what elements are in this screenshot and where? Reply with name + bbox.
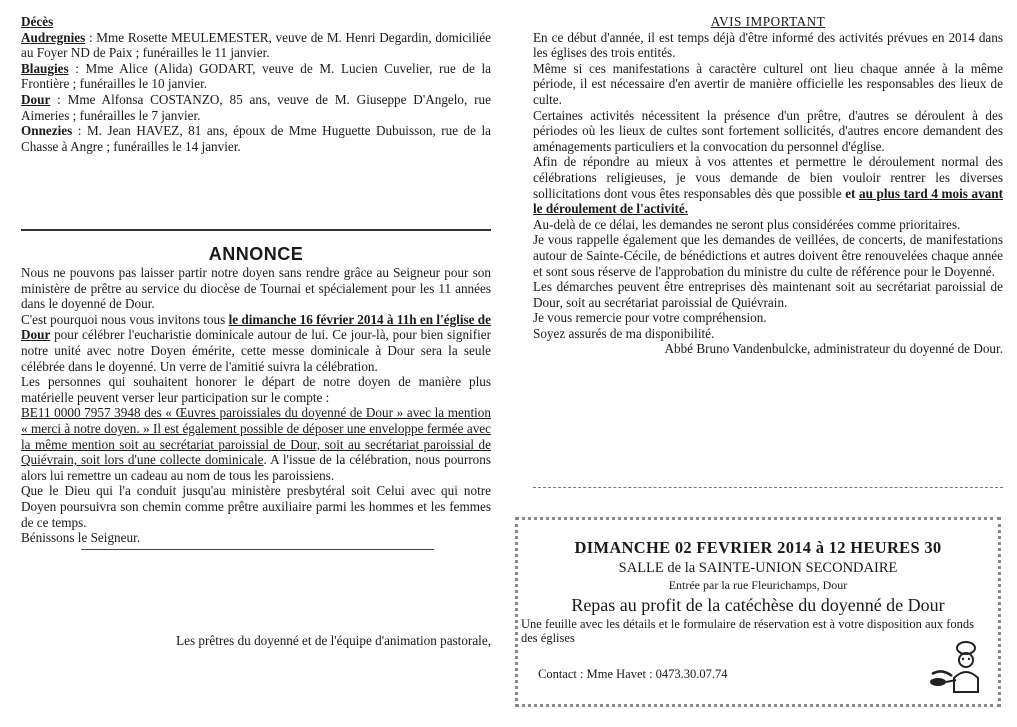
event-date: DIMANCHE 02 FEVRIER 2014 à 12 HEURES 30: [574, 538, 942, 557]
avis-section: [533, 14, 1003, 357]
avis-title: AVIS IMPORTANT: [710, 14, 826, 29]
annonce-paragraph: [21, 405, 491, 483]
annonce-signature: Les prêtres du doyenné et de l'équipe d'animation pastorale,: [176, 633, 491, 648]
deces-place: Onnezies: [21, 123, 73, 139]
avis-paragraph: Je vous remercie pour votre compréhension.: [533, 310, 767, 326]
chef-icon: [928, 638, 988, 696]
event-box: [515, 517, 1001, 707]
deces-text: : M. Jean HAVEZ, 81 ans, époux de Mme Huguette Dubuisson, rue de la Chasse à Angre ; funérailles le 14 janvier.: [21, 123, 491, 154]
deces-text: : Mme Rosette MEULEMESTER, veuve de M. Henri Degardin, domiciliée au Foyer ND de Paix ; funérailles le 11 janvier.: [21, 29, 491, 61]
deces-place: Dour: [21, 91, 51, 107]
annonce-text: pour célébrer l'eucharistie dominicale autour de lui. Ce jour-là, pour bien signifier notre unité avec notre Doyen émérite, cette messe dominicale à Dour sera la seule célébrée dans le doyenné. Un verre de l'amitié suivra la célébration.: [21, 327, 491, 374]
deces-place: Audregnies: [21, 29, 86, 45]
dashed-divider: [533, 487, 1003, 488]
avis-paragraph: Je vous rappelle également que les demandes de veillées, de concerts, de manifestations autour de Sainte-Cécile, de bénédictions et autres doivent être renouvelées chaque année et sont sous réserve de l'approbation du ministre du culte de référence pour le Doyenné.: [533, 232, 1003, 279]
annonce-title: ANNONCE: [208, 244, 304, 264]
event-contact: Contact : Mme Havet : 0473.30.07.74: [538, 667, 728, 681]
avis-paragraph: [533, 154, 1003, 216]
avis-paragraph: Soyez assurés de ma disponibilité.: [533, 325, 715, 341]
deces-section: [21, 14, 491, 154]
avis-text-bold: et: [845, 185, 860, 201]
avis-paragraph: En ce début d'année, il est temps déjà d'être informé des activités prévues en 2014 dans les églises des trois entités.: [533, 29, 1003, 61]
deces-entry: [21, 30, 491, 61]
deces-entry: [21, 123, 491, 154]
annonce-date: le dimanche 16 février 2014 à 11h en l'église de Dour: [21, 311, 491, 343]
event-entrance: Entrée par la rue Fleurichamps, Dour: [668, 578, 848, 592]
annonce-text: C'est pourquoi nous vous invitons tous: [21, 311, 229, 327]
avis-paragraph: Même si ces manifestations à caractère culturel ont lieu chaque année à la même période, il est nécessaire d'en avertir de manière officielle les responsables des lieux de culte.: [533, 60, 1003, 107]
deces-place: Blaugies: [21, 60, 69, 76]
section-divider: [21, 229, 491, 231]
short-divider: [81, 549, 434, 550]
annonce-text: . A l'issue de la célébration, nous pourrons alors lui remettre un cadeau au nom de tous les paroissiens.: [21, 452, 491, 483]
annonce-paragraph: Les personnes qui souhaitent honorer le départ de notre doyen de manière plus matérielle peuvent verser leur participation sur le compte :: [21, 374, 491, 405]
event-title: Repas au profit de la catéchèse du doyenné de Dour: [571, 595, 945, 615]
avis-paragraph: Au-delà de ce délai, les demandes ne seront plus considérées comme prioritaires.: [533, 216, 961, 232]
deces-title: Décès: [21, 14, 54, 29]
avis-paragraph: Les démarches peuvent être entreprises dès maintenant soit au secrétariat paroissial de Dour, soit au secrétariat paroissial de Quiévrain.: [533, 279, 1003, 310]
annonce-paragraph: [21, 312, 491, 374]
avis-deadline: au plus tard 4 mois avant le déroulement de l'activité.: [533, 185, 1004, 217]
deces-entry: [21, 61, 491, 92]
avis-text: Afin de répondre au mieux à vos attentes et permettre le déroulement normal des célébrations religieuses, je vous demande de bien vouloir rentrer les diverses sollicitations dont vous êtes responsables dès que possible: [533, 154, 1003, 201]
event-venue: SALLE de la SAINTE-UNION SECONDAIRE: [618, 560, 898, 576]
avis-paragraph: Certaines activités nécessitent la présence d'un prêtre, d'autres se déroulent à des périodes où les lieux de cultes sont fortement sollicités, d'autres encore demandent des aménagements particuliers et la convocation du personnel d'église.: [533, 107, 1003, 154]
event-details: Une feuille avec les détails et le formulaire de réservation est à votre disposition aux fonds des églises: [521, 617, 974, 645]
avis-signature: Abbé Bruno Vandenbulcke, administrateur du doyenné de Dour.: [664, 341, 1003, 357]
deces-text: : Mme Alice (Alida) GODART, veuve de M. Lucien Cuvelier, rue de la Frontière ; funérailles le 10 janvier.: [21, 60, 491, 92]
deces-entry: [21, 92, 491, 123]
annonce-paragraph: Bénissons le Seigneur.: [21, 530, 141, 546]
annonce-paragraph: Nous ne pouvons pas laisser partir notre doyen sans rendre grâce au Seigneur pour son ministère de prêtre au service du diocèse de Tournai et spécialement pour les 11 années dans le doyenné de Dour.: [21, 265, 491, 312]
bank-account: BE11 0000 7957 3948 des « Œuvres paroissiales du doyenné de Dour » avec la mention « merci à notre doyen. » Il est également possible de déposer une enveloppe fermée avec la même mention soit au secrétariat paroissial de Dour, soit au secrétariat paroissial de Quiévrain, soit lors d'une collecte dominicale: [21, 405, 491, 468]
annonce-body: [21, 265, 491, 556]
annonce-paragraph: Que le Dieu qui l'a conduit jusqu'au ministère presbytéral soit Celui avec qui notre Doyen poursuivra son chemin comme prêtre auxiliaire parmi les hommes et les femmes de ce temps.: [21, 483, 491, 530]
deces-text: : Mme Alfonsa COSTANZO, 85 ans, veuve de M. Giuseppe D'Angelo, rue Aimeries ; funérailles le 7 janvier.: [21, 91, 491, 123]
